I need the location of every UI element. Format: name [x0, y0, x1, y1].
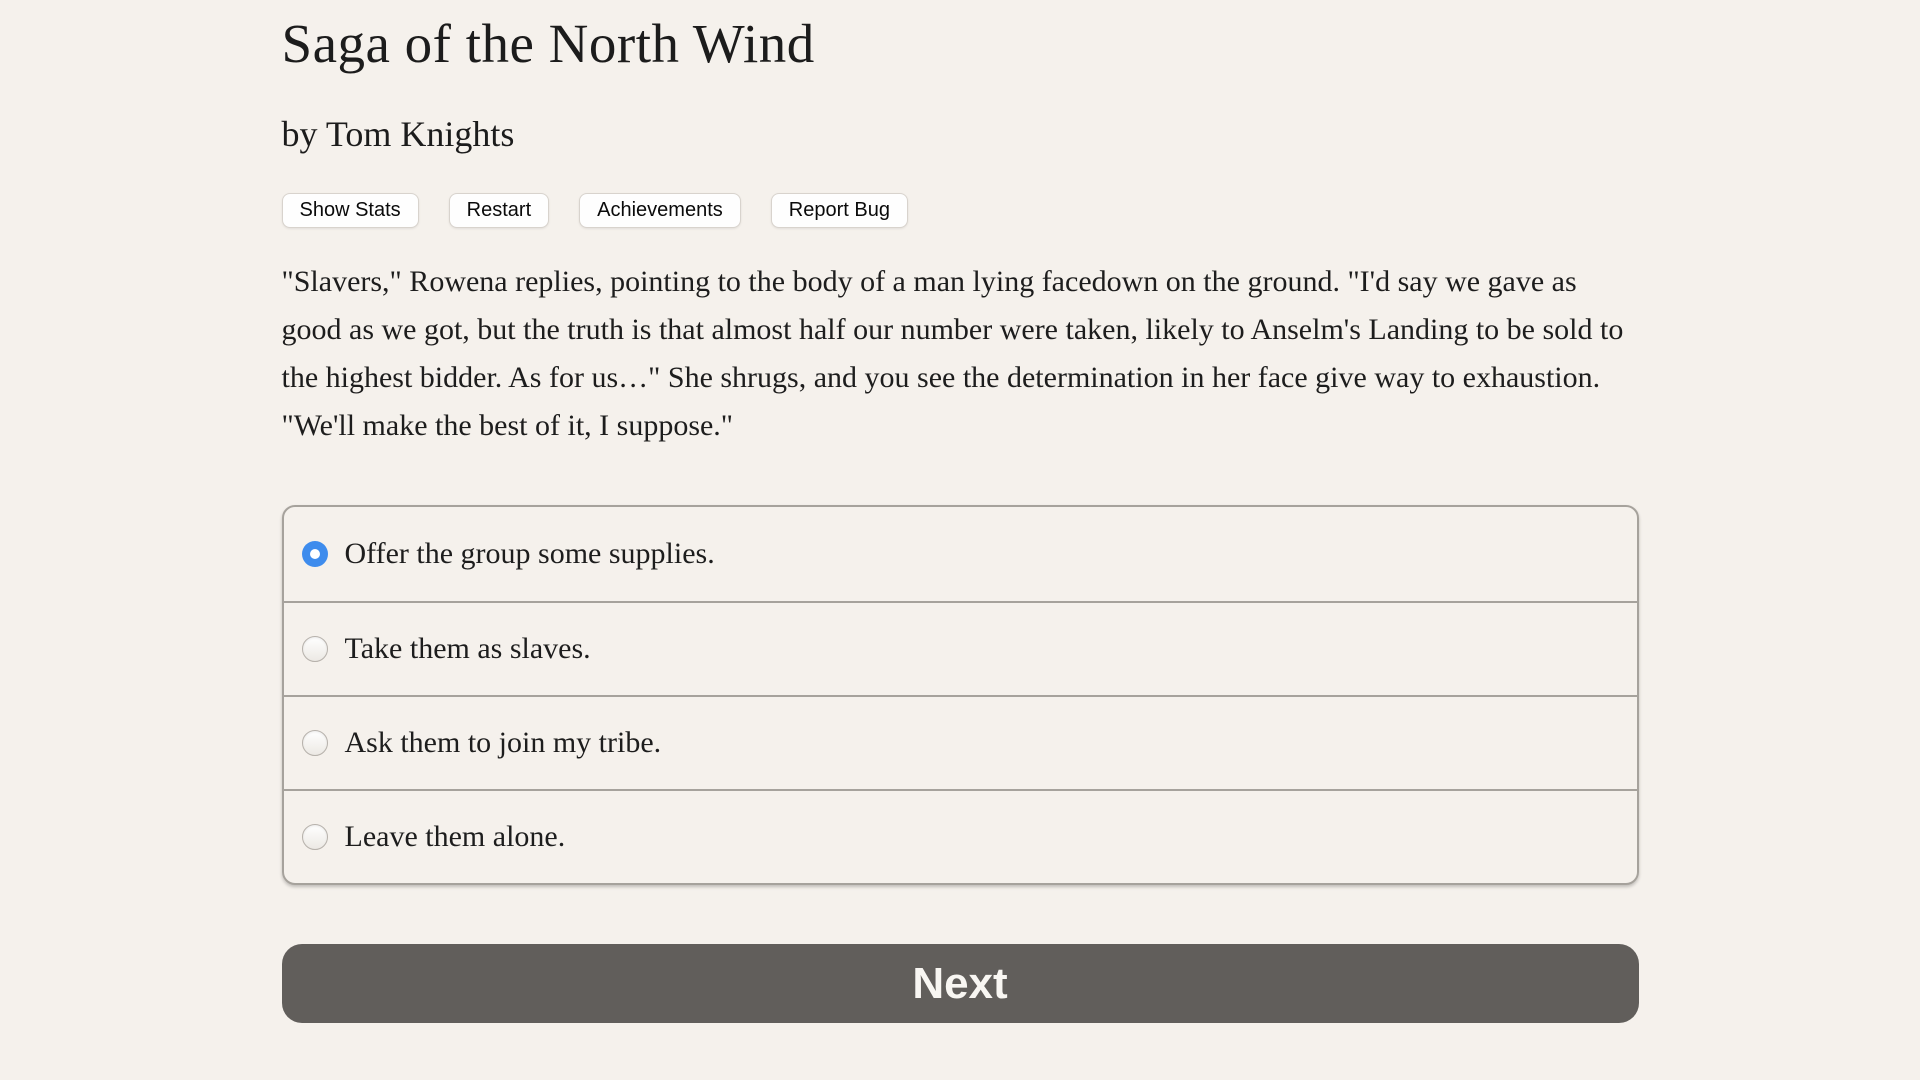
- report-bug-button[interactable]: Report Bug: [771, 193, 908, 228]
- radio-unselected-icon[interactable]: [302, 636, 328, 662]
- story-paragraph: "Slavers," Rowena replies, pointing to the body of a man lying facedown on the ground. "I'd say we gave as good as we got, but the truth is that almost half our number were taken, likely to Anselm's Landing to be sold to the highest bidder. As for us…" She shrugs, and you see the determination in her face give way to exhaustion. "We'll make the best of it, I suppose.": [281, 265, 1624, 442]
- radio-dot-icon: [310, 549, 320, 559]
- choice-row[interactable]: [284, 789, 1637, 883]
- choice-label: Ask them to join my tribe.: [344, 726, 662, 759]
- toolbar: [282, 193, 908, 228]
- choice-row[interactable]: [284, 695, 1637, 789]
- choice-row[interactable]: [284, 507, 1637, 601]
- choice-row[interactable]: [284, 601, 1637, 695]
- radio-unselected-icon[interactable]: [302, 730, 328, 756]
- choice-label: Offer the group some supplies.: [344, 537, 715, 570]
- achievements-button[interactable]: Achievements: [579, 193, 741, 228]
- next-button[interactable]: Next: [282, 944, 1639, 1023]
- game-page: [282, 0, 1639, 1080]
- choice-label: Leave them alone.: [344, 820, 566, 853]
- choice-group: [282, 505, 1639, 885]
- choice-label: Take them as slaves.: [344, 632, 591, 665]
- author-byline: by Tom Knights: [281, 114, 515, 154]
- radio-selected-icon[interactable]: [302, 541, 328, 567]
- radio-unselected-icon[interactable]: [302, 824, 328, 850]
- show-stats-button[interactable]: Show Stats: [282, 193, 419, 228]
- restart-button[interactable]: Restart: [449, 193, 549, 228]
- page-title: Saga of the North Wind: [281, 13, 815, 74]
